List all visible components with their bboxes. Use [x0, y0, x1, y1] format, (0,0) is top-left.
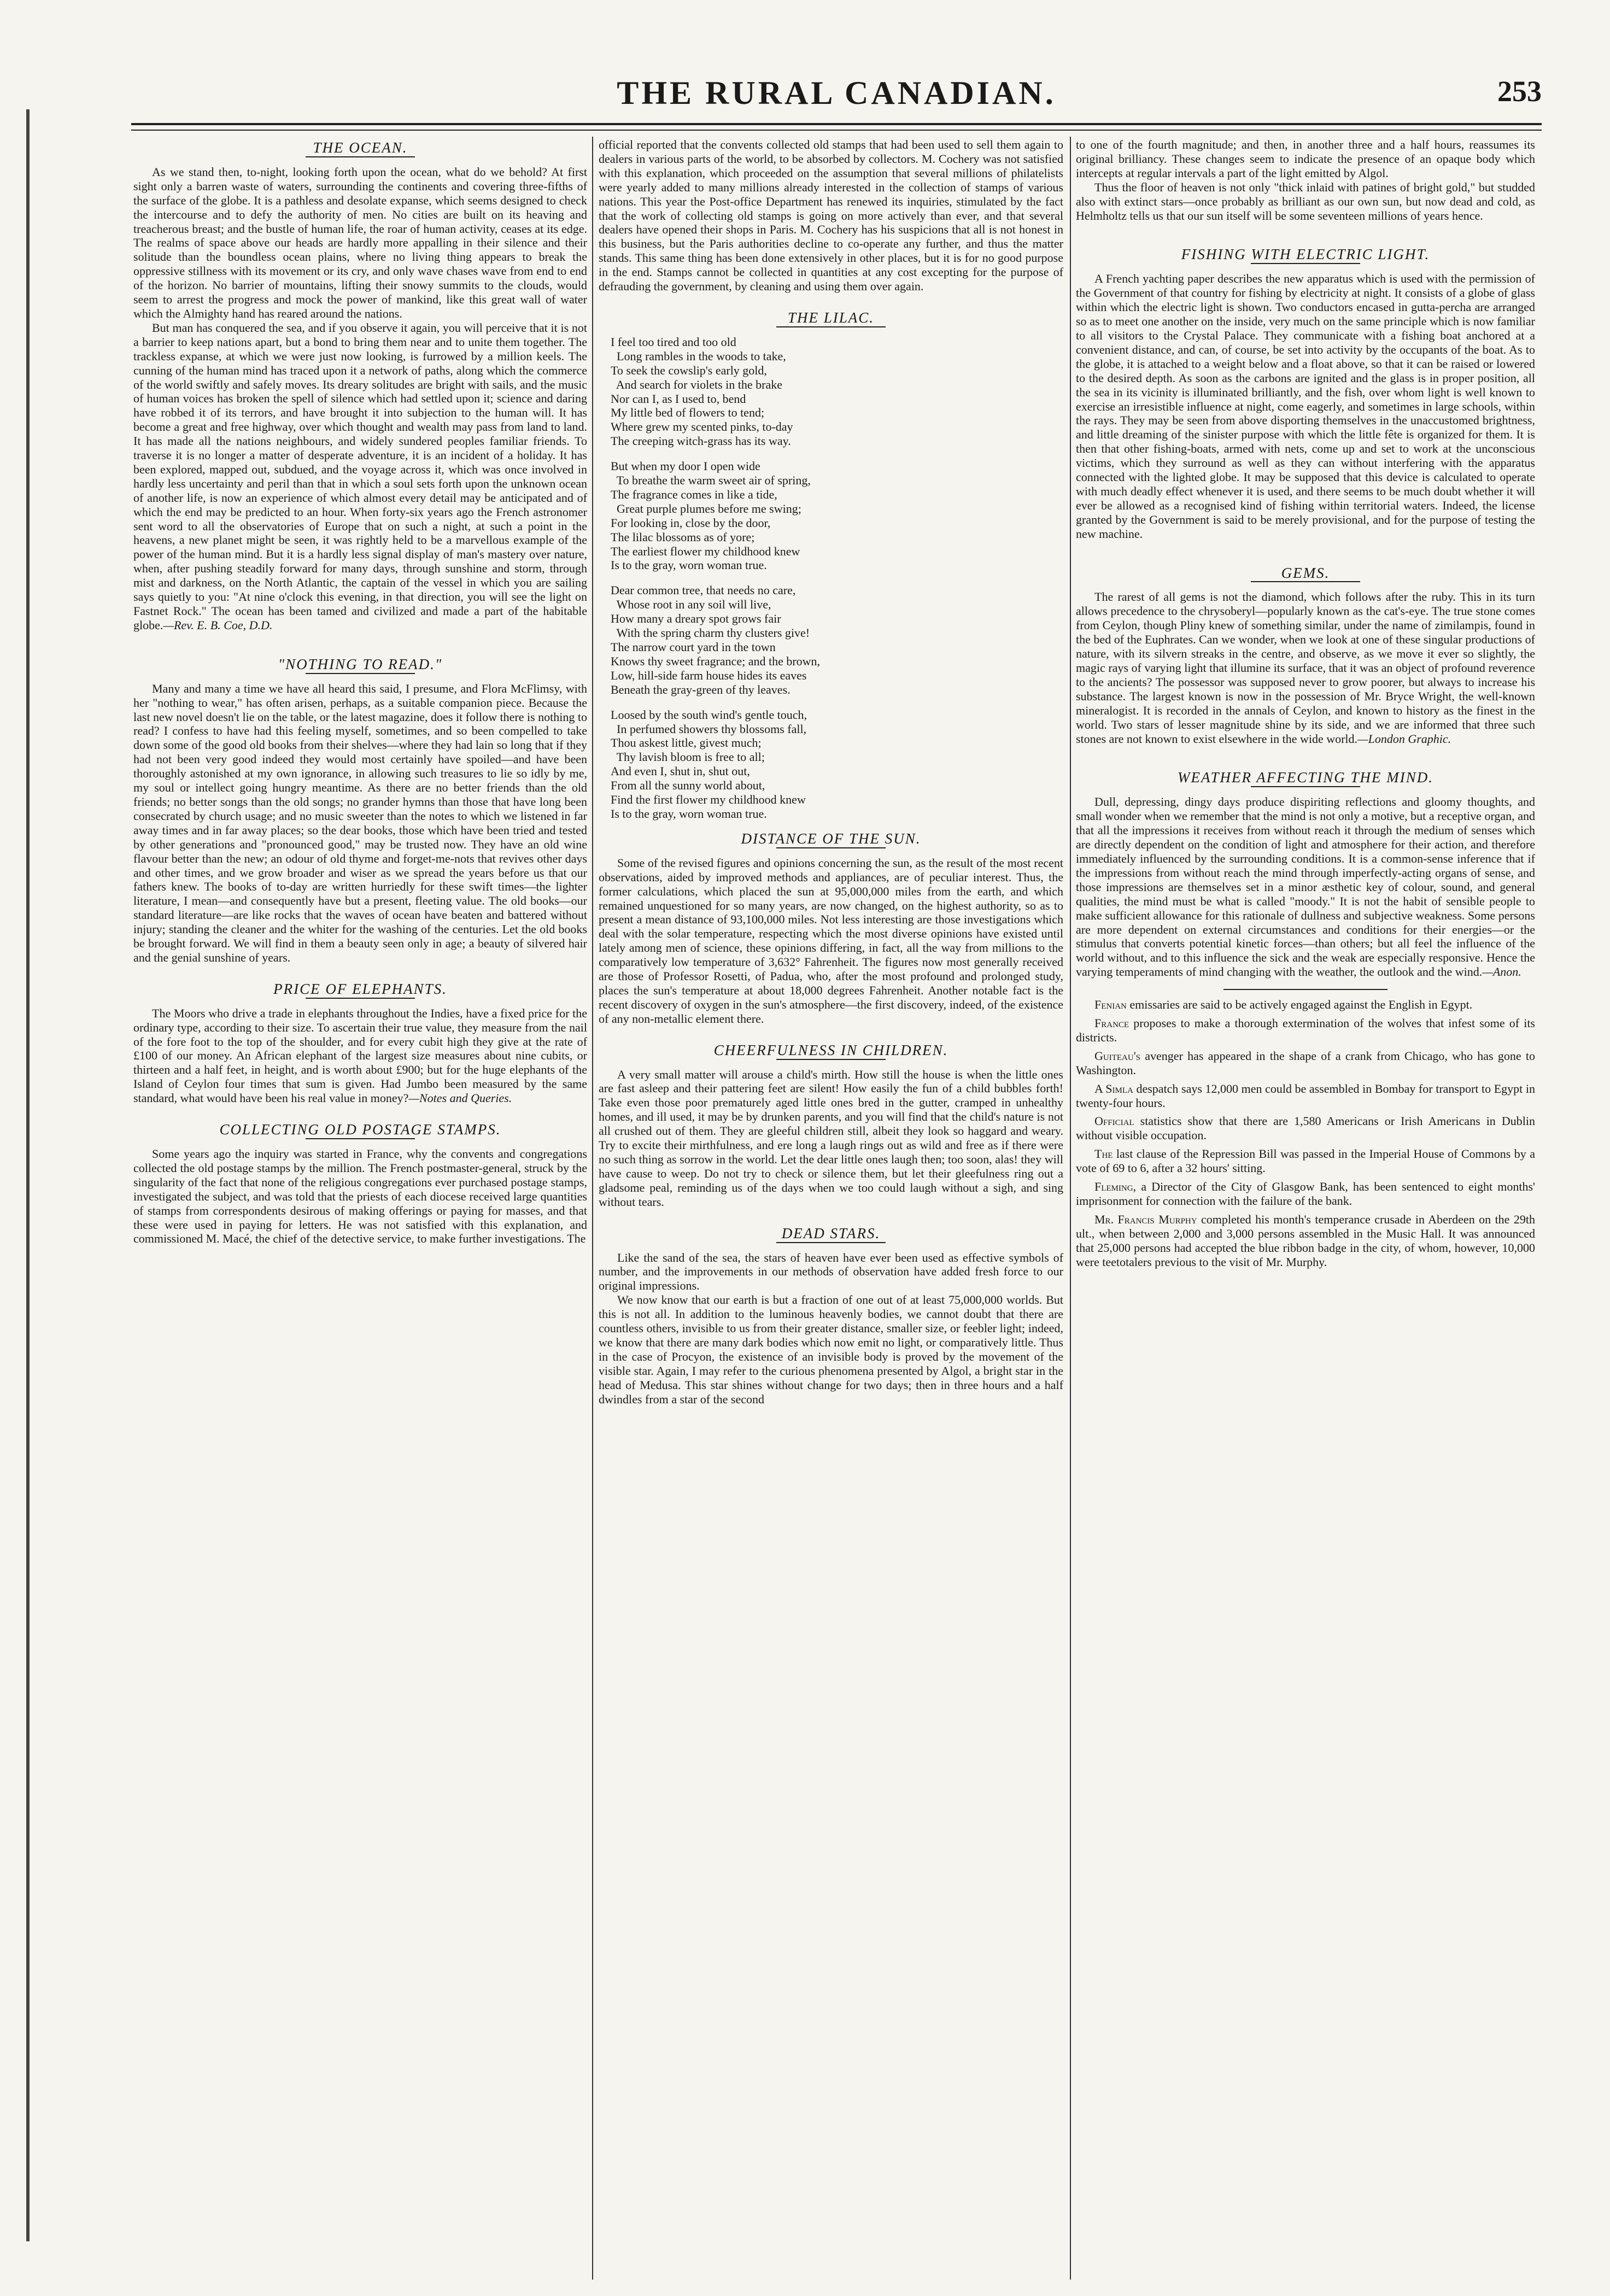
fishing-paragraph-1: A French yachting paper describes the new apparatus which is used with the permission of the Government of that country for fishing by electricity at night. It consists of a globe of glass within which the electric light is shown. Two conductors encased in gutta-percha are arranged so as to meet one another on the inside, very much on the same principle which is now familiar to all visitors to the Crystal Palace. They communicate with a fishing boat anchored at a convenient distance, and can, of course, be set into activity by the occupants of the boat. As to the globe, it is attached to a weight below and a float above, so that it can be raised or lowered to the desired depth. As soon as the carbons are ignited and the glass is in proper position, all the sea in its vicinity is illuminated brilliantly, and the fish, over whom light is well known to exercise an irresistible influence at night, come eagerly, and sometimes in large schools, within the rays. They may be seen from above disporting themselves in the unaccustomed brightness, and little dreaming of the sinister purpose with which the little fête is organized for them. It is then that other fishing-boats, armed with nets, come up and set to work at the unconscious victims, which they surround as well as they can without interfering with the apparatus connected with the lighted globe. It may be supposed that this device is calculated to operate with much deadly effect whenever it is used, and there seems to be much doubt whether it will ever be allowed as a recognised kind of fishing within territorial waters. Indeed, the license granted by the Government is said to be merely provisional, and for the purpose of testing the new machine.	[1076, 272, 1535, 541]
poem-line: Thou askest little, givest much;	[611, 736, 762, 750]
stamps-paragraph-2: official reported that the convents collected old stamps that had been used to sell them again to dealers in various parts of the world, to be absorbed by collectors. M. Cochery was not satisfied with this explanation, which proceeded on the assumption that several millions of philatelists were yearly added to many millions already interested in the collection of stamps of various nations. This year the Post-office Department has renewed its inquiries, stimulated by the fact that the work of collecting old stamps is going on more actively than ever, and that several dealers have opened their shops in Paris. M. Cochery has his suspicions that all is not honest in this business, but the Paris authorities decline to co-operate any further, and thus the matter stands. This same thing has been done extensively in other places, but it is for no good purpose in the end. Stamps cannot be collected in quantities at any cost excepting for the purpose of defrauding the government, by cleaning and using them over again.	[599, 138, 1063, 294]
poem-line: The narrow court yard in the town	[611, 640, 776, 654]
poem-line: Long rambles in the woods to take,	[611, 349, 786, 363]
news-item-text: a Director of the City of Glasgow Bank, has been sentenced to eight months' imprisonment for connection with the failure of the bank.	[1076, 1180, 1535, 1208]
poem-line: I feel too tired and too old	[611, 335, 736, 349]
article-title-postage-stamps: COLLECTING OLD POSTAGE STAMPS.	[219, 1121, 501, 1138]
gems-paragraph-1-text: The rarest of all gems is not the diamond, which follows after the ruby. This in its turn allows precedence to the chrysoberyl—popularly known as the cat's-eye. The true stone comes from Ceylon, though Pliny knew of something similar, under the name of zimilampis, found in the bed of the Euphrates. Can we wonder, when we look at one of these singular productions of nature, with its silvern streaks in the centre, and observe, as we move it ever so slightly, the magic rays of varying light that illumine its surface, that it was an object of profound reverence to the ancients? The possessor was supposed never to grow poorer, but always to increase his substance. The largest known is now in the possession of Mr. Bryce Wright, the well-known mineralogist. It is recorded in the annals of Ceylon, and known to history as the finest in the world. Two stars of lesser magnitude shine by its side, and we are informed that three such stones are not known to exist elsewhere in the wide world.	[1076, 590, 1535, 746]
lilac-stanza-4	[599, 708, 1063, 821]
news-item-text: emissaries are said to be actively engaged against the English in Egypt.	[1126, 998, 1473, 1012]
poem-line: To seek the cowslip's early gold,	[611, 363, 767, 377]
poem-line: Is to the gray, worn woman true.	[611, 558, 767, 572]
poem-line: But when my door I open wide	[611, 459, 760, 473]
elephants-paragraph-1-text: The Moors who drive a trade in elephants throughout the Indies, have a fixed price for the ordinary type, according to their size. To ascertain their true value, they measure from the nail of the fore foot to the top of the shoulder, and for every cubit high they give at the rate of £100 of our money. An African elephant of the largest size measures about nine cubits, or thirteen and a half feet, in height, and is worth about £900; but for the huge elephants of the Island of Ceylon four times that sum is given. Had Jumbo been measured by the same standard, what would have been his real value in money?	[133, 1006, 587, 1105]
news-item-text: avenger has appeared in the shape of a crank from Chicago, who has gone to Washington.	[1076, 1049, 1535, 1077]
title-rule	[1251, 786, 1360, 787]
news-item-lead: Official	[1094, 1114, 1134, 1128]
news-item-lead: Guiteau's	[1094, 1049, 1141, 1063]
poem-line: With the spring charm thy clusters give!	[611, 626, 810, 640]
article-title-dead-stars: DEAD STARS.	[781, 1225, 881, 1241]
elephants-paragraph-1	[133, 1006, 587, 1105]
poem-line: My little bed of flowers to tend;	[611, 406, 765, 420]
weather-signature: —Anon.	[1482, 965, 1521, 979]
poem-line: Great purple plumes before me swing;	[611, 501, 801, 516]
news-items	[1076, 998, 1535, 1269]
article-title-elephants: PRICE OF ELEPHANTS.	[273, 980, 447, 997]
title-rule	[776, 1059, 886, 1060]
news-item-lead: Fleming,	[1094, 1180, 1137, 1194]
poem-line: To breathe the warm sweet air of spring,	[611, 473, 811, 488]
article-title-cheerfulness: CHEERFULNESS IN CHILDREN.	[713, 1041, 949, 1058]
column-1	[133, 138, 587, 2281]
news-item	[1076, 1180, 1535, 1208]
news-item	[1076, 998, 1535, 1012]
article-title-fishing: FISHING WITH ELECTRIC LIGHT.	[1181, 246, 1430, 263]
article-title-lilac: THE LILAC.	[787, 309, 875, 326]
news-item	[1076, 1082, 1535, 1110]
ocean-paragraph-2-text: But man has conquered the sea, and if you observe it again, you will perceive that it is not a barrier to keep nations apart, but a bond to bring them near and to unite them together. The trackless expanse, at which we were just now looking, is furrowed by a million keels. The cunning of the human mind has traced upon it a network of paths, along which the commerce of the world swiftly and safely moves. Its dreary solitudes are bright with sails, and the music of human voices has broken the spell of silence which had settled upon it; science and daring have robbed it of its terrors, and have brought it into subjection to the human will. It has become a great and free highway, over which thought and wealth may pass from land to land. It has made all the nations neighbours, and widely sundered peoples familiar friends. To traverse it is no longer a matter of desperate adventure, it is an incident of a holiday. It has been explored, mapped out, subdued, and the voyage across it, which was once involved in hardly less uncertainty and peril than that in which a soul sets forth upon the unknown ocean of another life, is now an experience of which almost every detail may be anticipated and of which the end may be predicted to an hour. When forty-six years ago the French astronomer sent word to all the observatories of Europe that on such a night, at such a point in the heavens, a new planet might be seen, it was rightly held to be a marvellous example of the power of the human mind. But it is a hardly less signal display of man's mastery over nature, when, after pushing steadily forward for many days, through sunshine and storm, through mist and darkness, on the North Atlantic, the captain of the vessel in which you are sailing says quietly to you: "At nine o'clock this evening, in that direction, you will see the light on Fastnet Rock." The ocean has been tamed and civilized and made a part of the habitable globe.	[133, 320, 587, 632]
masthead	[131, 72, 1542, 121]
section-rule	[1223, 989, 1387, 990]
title-rule	[1251, 581, 1360, 582]
title-rule	[306, 156, 415, 157]
news-item-lead: Mr. Francis Murphy	[1094, 1212, 1197, 1226]
lilac-stanza-1	[599, 335, 1063, 448]
news-item-lead: A Simla	[1094, 1081, 1133, 1096]
stars-paragraph-3: to one of the fourth magnitude; and then, in another three and a half hours, reassumes its original brilliancy. These changes seem to indicate the presence of an opaque body which intercepts at regular intervals a part of the light emitted by Algol.	[1076, 138, 1535, 180]
news-item-text: completed his month's temperance crusade in Aberdeen on the 29th ult., when between 2,000 and 3,000 persons assembled in the Music Hall. It was announced that 25,000 persons had accepted the blue ribbon badge in the city, of whom, however, 10,000 were teetotalers previous to the visit of Mr. Murphy.	[1076, 1212, 1535, 1269]
poem-line: Loosed by the south wind's gentle touch,	[611, 707, 807, 722]
title-rule	[776, 847, 886, 848]
title-rule	[306, 673, 415, 674]
header-rule-thin	[131, 130, 1542, 131]
poem-line: Nor can I, as I used to, bend	[611, 391, 746, 406]
ocean-paragraph-1: As we stand then, to-night, looking forth upon the ocean, what do we behold? At first sight only a barren waste of waters, surrounding the continents and covering three-fifths of the surface of the globe. It is a pathless and desolate expanse, which seems designed to check the intercourse and to defy the authority of men. No cities are built on its heaving and treacherous breast; and the bustle of human life, the roar of human activity, ceases at its edge. The realms of space above our heads are hardly more appalling in their silence and their solitude than the boundless ocean plains, where no living thing appears to break the oppressive stillness with its movement or its cry, and only wave chases wave from end to end of the horizon. No barrier of mountains, lifting their snowy summits to the clouds, would seem to arrest the progress and mock the power of mankind, like this great wall of water which the Almighty hand has reared around the nations.	[133, 165, 587, 320]
poem-line: Beneath the gray-green of thy leaves.	[611, 682, 791, 696]
column-divider	[592, 137, 593, 2280]
news-item-lead: The	[1094, 1147, 1113, 1161]
poem-line: From all the sunny world about,	[611, 778, 765, 793]
news-item	[1076, 1016, 1535, 1045]
poem-line: Dear common tree, that needs no care,	[611, 583, 796, 598]
poem-line: Whose root in any soil will live,	[611, 598, 771, 612]
publication-title: THE RURAL CANADIAN.	[617, 75, 1056, 111]
news-item-text: despatch says 12,000 men could be assembled in Bombay for transport to Egypt in twenty-four hours.	[1076, 1081, 1535, 1110]
article-title-weather: WEATHER AFFECTING THE MIND.	[1178, 769, 1433, 786]
page-number: 253	[1497, 75, 1542, 108]
weather-paragraph-1-text: Dull, depressing, dingy days produce dispiriting reflections and gloomy thoughts, and small wonder when we remember that the mind is not only a motive, but a receptive organ, and that all the impressions it receives from without reach it through the medium of senses which are directly dependent on the condition of light and atmosphere for their action, and therefore immediately influenced by the surrounding conditions. It is a common-sense inference that if the impressions from without reach the mind through imperfectly-acting organs of sense, and those impressions are themselves set in a minor æsthetic key of colour, sound, and general qualities, the mind must be what is called "moody." It is not the habit of sensible people to make sufficient allowance for this rationale of dullness and subjective weakness. Some persons are more dependent on external circumstances and conditions for their energies—or the stimulus that converts potential kinetic forces—than others; but all feel the influence of the world without, and to this influence the sick and the weak are especially responsive. Hence the varying temperaments of mind changing with the weather, the outlook and the wind.	[1076, 795, 1535, 979]
poem-line: And even I, shut in, shut out,	[611, 764, 750, 778]
poem-line: And search for violets in the brake	[611, 377, 783, 391]
news-item-lead: France	[1094, 1016, 1129, 1030]
ocean-signature: —Rev. E. B. Coe, D.D.	[163, 618, 273, 632]
news-item-lead: Fenian	[1094, 998, 1127, 1012]
poem-line: The earliest flower my childhood knew	[611, 544, 800, 558]
news-item	[1076, 1213, 1535, 1269]
elephants-signature: —Notes and Queries.	[408, 1091, 512, 1105]
poem-line: Thy lavish bloom is free to all;	[611, 750, 765, 764]
poem-line: The lilac blossoms as of yore;	[611, 530, 755, 544]
news-item	[1076, 1114, 1535, 1143]
page-edge-binding	[26, 109, 30, 2241]
gems-paragraph-1	[1076, 590, 1535, 746]
weather-paragraph-1	[1076, 795, 1535, 979]
poem-line: Low, hill-side farm house hides its eaves	[611, 668, 807, 682]
lilac-stanza-3	[599, 583, 1063, 696]
poem-line: Where grew my scented pinks, to-day	[611, 420, 793, 434]
news-item-text: proposes to make a thorough extermination of the wolves that infest some of its districts.	[1076, 1016, 1535, 1044]
news-item	[1076, 1147, 1535, 1175]
poem-line: The fragrance comes in like a tide,	[611, 487, 777, 501]
news-item-text: last clause of the Repression Bill was passed in the Imperial House of Commons by a vote of 69 to 6, after a 32 hours' sitting.	[1076, 1147, 1535, 1175]
article-title-gems: GEMS.	[1281, 564, 1330, 581]
ocean-paragraph-2	[133, 321, 587, 632]
poem-line: In perfumed showers thy blossoms fall,	[611, 722, 807, 736]
header-rule	[131, 123, 1542, 125]
title-rule	[776, 326, 886, 327]
poem-line: How many a dreary spot grows fair	[611, 612, 781, 626]
article-title-distance-of-sun: DISTANCE OF THE SUN.	[741, 830, 921, 847]
title-rule	[776, 1242, 886, 1243]
gems-signature: —London Graphic.	[1357, 731, 1451, 746]
news-item-text: statistics show that there are 1,580 Americans or Irish Americans in Dublin without visible occupation.	[1076, 1114, 1535, 1143]
poem-line: Find the first flower my childhood knew	[611, 793, 806, 807]
title-rule	[306, 1138, 415, 1139]
title-rule	[306, 998, 415, 999]
poem-line: Knows thy sweet fragrance; and the brown,	[611, 654, 821, 668]
article-title-ocean: THE OCEAN.	[313, 139, 408, 156]
news-item	[1076, 1049, 1535, 1077]
poem-line: For looking in, close by the door,	[611, 516, 771, 530]
stars-paragraph-2: We now know that our earth is but a fraction of one out of at least 75,000,000 worlds. But this is not all. In addition to the luminous heavenly bodies, we cannot doubt that there are countless others, invisible to us from their greater distance, smaller size, or feebler light; indeed, we know that there are many dark bodies which now emit no light, or comparatively little. Thus in the case of Procyon, the existence of an invisible body is proved by the movement of the visible star. Again, I may refer to the curious phenomena presented by Algol, a bright star in the head of Medusa. This star shines without change for two days; then in three hours and a half dwindles from a star of the second	[599, 1293, 1063, 1406]
stars-paragraph-1: Like the sand of the sea, the stars of heaven have ever been used as effective symbols of number, and the improvements in our methods of observation have added fresh force to our original impressions.	[599, 1250, 1063, 1293]
article-title-nothing-to-read: "NOTHING TO READ."	[278, 655, 443, 672]
column-divider	[1070, 137, 1071, 2280]
poem-line: The creeping witch-grass has its way.	[611, 434, 791, 448]
poem-line: Is to the gray, worn woman true.	[611, 806, 767, 821]
column-3	[1076, 138, 1535, 2281]
nothing-paragraph-1: Many and many a time we have all heard this said, I presume, and Flora McFlimsy, with her "nothing to wear," has often arisen, perhaps, as a suitable companion piece. Because the last new novel doesn't lie on the table, or the latest magazine, does it follow there is nothing to read? I confess to have had this feeling myself, sometimes, and so been compelled to take down some of the good old books from their shelves—where they had lain so long that if they had not been very good indeed they would most certainly have spoiled—and have been thoroughly astonished at my own ignorance, in allowing such treasures to lie so idly by me, my soul or intellect going hungry meantime. As there are no better friends than the old friends; no better songs than the old songs; no grander hymns than those that have long been consecrated by church usage; and no music sweeter than the notes to which we listened in far away times and in far away places; so the dear books, those which have been tried and tested by other generations and "pronounced good," may be trusted now. They have an old wine flavour better than the new; an odour of old thyme and forget-me-nots that revives other days and other times, and we grow broader and wiser as we spread the years before us that our fathers knew. The books of to-day are written hurriedly for these swift times—the lighter literature, I mean—and consequently have but a present, fleeting value. The old books—our standard literature—are like rocks that the waves of ocean have beaten and battered without injury; standing the cleaner and the whiter for the washing of the centuries. Let the old books be brought forward. We will find in them a beauty seen only in age; a beauty of silvered hair and the genial sunshine of years.	[133, 681, 587, 964]
stamps-paragraph-1: Some years ago the inquiry was started in France, why the convents and congregations collected the old postage stamps by the million. The French postmaster-general, struck by the singularity of the fact that none of the religious congregations ever purchased postage stamps, investigated the subject, and was told that the priests of each diocese received large quantities of stamps from correspondents desirous of making offerings or paying for masses, and that these were used in paying for letters. He was not satisfied with this explanation, and commissioned M. Macé, the chief of the detective service, to make further investigations. The	[133, 1147, 587, 1246]
lilac-stanza-2	[599, 459, 1063, 572]
stars-paragraph-4: Thus the floor of heaven is not only "thick inlaid with patines of bright gold," but studded also with extinct stars—once probably as brilliant as our own sun, but now dead and cold, as Helmholtz tells us that our sun itself will be some seventeen millions of years hence.	[1076, 180, 1535, 222]
column-2	[599, 138, 1063, 2281]
title-rule	[1251, 263, 1360, 264]
cheer-paragraph-1: A very small matter will arouse a child's mirth. How still the house is when the little ones are fast asleep and their pattering feet are silent! How easily the fun of a child bubbles forth! Take even those poor prematurely aged little ones bred in the gutter, cramped in unhealthy homes, and ill used, it may be by drunken parents, and you will find that the child's nature is not all crushed out of them. They are gleeful children still, albeit they look so haggard and weary. Try to excite their mirthfulness, and ere long a laugh rings out as wild and free as if there were no such thing as sorrow in the world. Let the dear little ones laugh then; too soon, alas! they will have cause to weep. Do not try to check or silence them, but let their gleefulness ring out a gladsome peal, reminding us of the days when we too could laugh without a sigh, and sing without tears.	[599, 1067, 1063, 1209]
sun-paragraph-1: Some of the revised figures and opinions concerning the sun, as the result of the most recent observations, aided by improved methods and appliances, are of peculiar interest. Thus, the former calculations, which placed the sun at 95,000,000 miles from the earth, and which remained unquestioned for so many years, are now changed, on the highest authority, so as to present a mean distance of 93,100,000 miles. Not less interesting are those investigations which deal with the solar temperature, respecting which the most diverse opinions have existed until lately among men of science, these opinions differing, in fact, all the way from millions to the comparatively low temperature of 3,632° Fahrenheit. The figures now most generally received are those of Professor Rosetti, of Padua, who, after the most profound and prolonged study, places the sun's temperature at about 18,000 degrees Fahrenheit. Another notable fact is the recent discovery of oxygen in the sun's atmosphere—the first discovery, indeed, of the existence of any non-metallic element there.	[599, 856, 1063, 1026]
